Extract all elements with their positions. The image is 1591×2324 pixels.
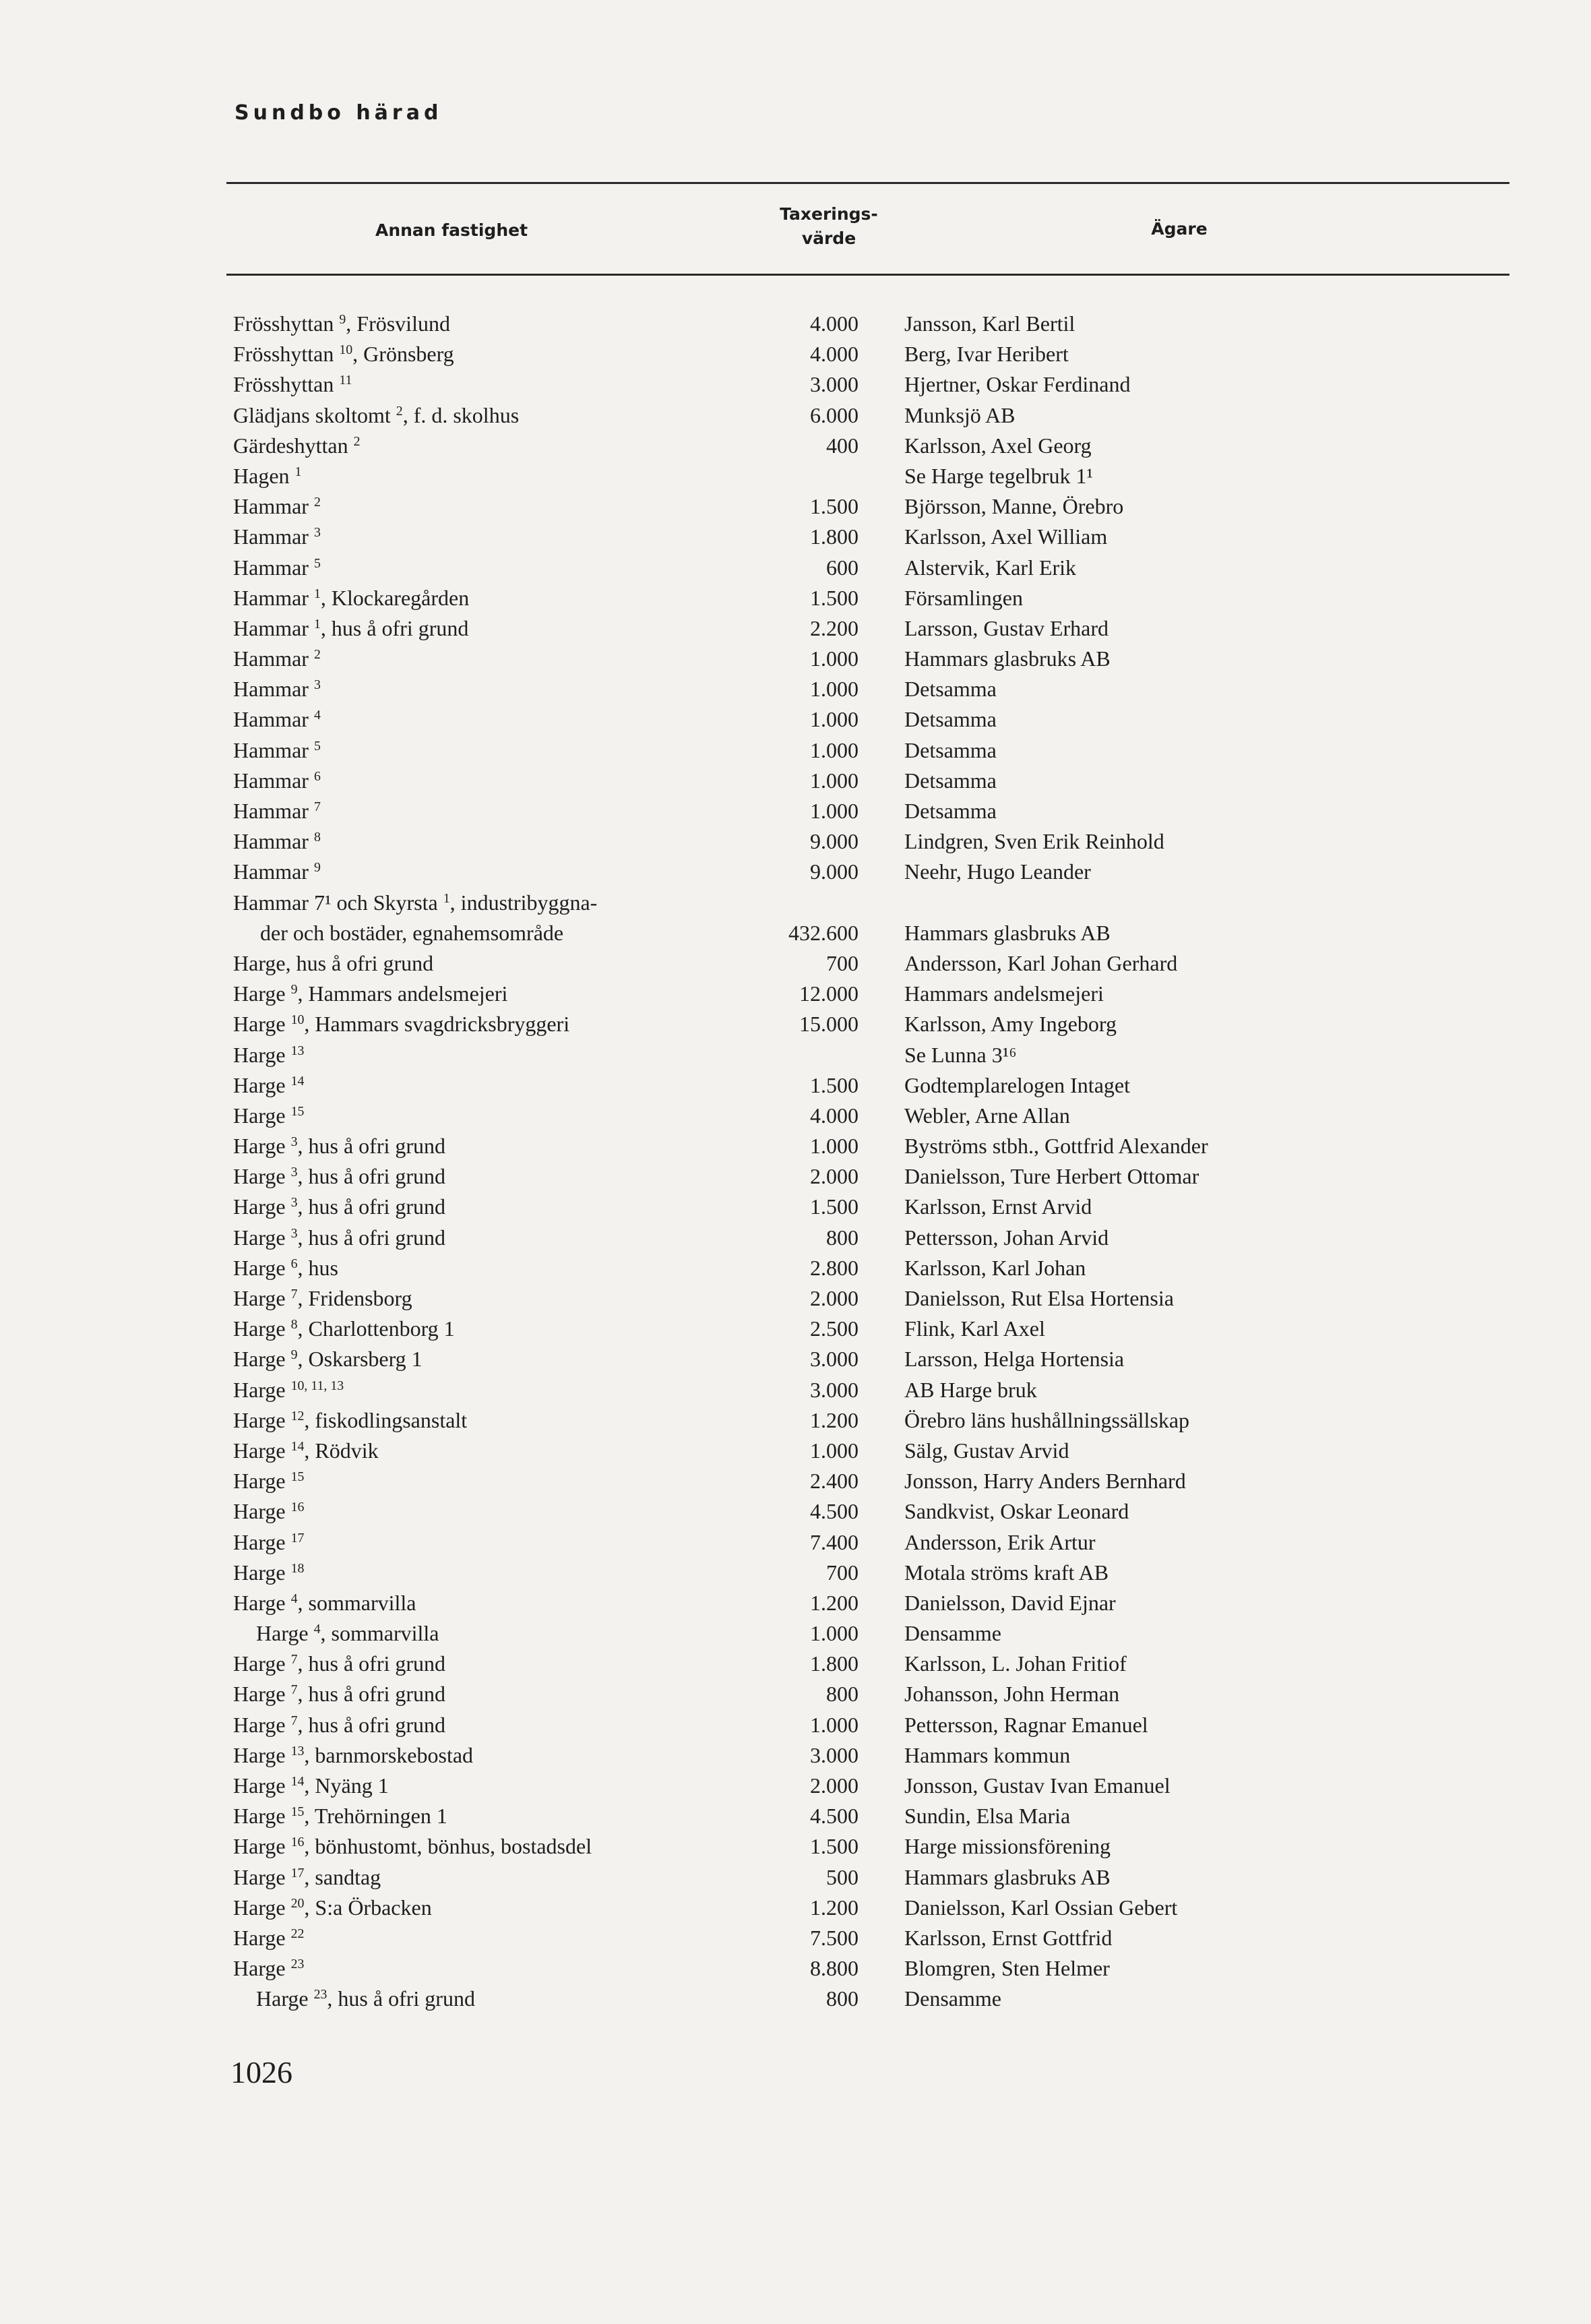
owner-cell: Motala ströms kraft AB xyxy=(904,1560,1109,1585)
owner-cell: Danielsson, Karl Ossian Gebert xyxy=(904,1895,1178,1920)
value-cell: 1.500 xyxy=(810,1834,859,1859)
table-row xyxy=(0,1984,1591,2014)
table-row xyxy=(0,1771,1591,1801)
value-cell: 7.400 xyxy=(810,1529,859,1554)
property-cell: Hammar $^7$ xyxy=(233,799,321,823)
owner-cell: Hjertner, Oskar Ferdinand xyxy=(904,372,1131,397)
property-cell: Harge $^{23}$ xyxy=(233,1956,305,1981)
value-cell: 7.500 xyxy=(810,1925,859,1950)
table-row xyxy=(0,796,1591,826)
property-cell: Frösshyttan $^{11}$ xyxy=(233,372,352,397)
property-cell: Hammar $^5$ xyxy=(233,737,321,762)
value-cell: 800 xyxy=(826,1682,859,1707)
property-cell: Hammar $^4$ xyxy=(233,707,321,732)
table-row xyxy=(0,857,1591,887)
table-row xyxy=(0,674,1591,704)
value-cell: 6.000 xyxy=(810,402,859,427)
owner-cell: AB Harge bruk xyxy=(904,1377,1037,1402)
value-cell: 1.000 xyxy=(810,737,859,762)
table-row xyxy=(0,1405,1591,1436)
value-cell: 800 xyxy=(826,1225,859,1250)
owner-cell: Detsamma xyxy=(904,799,997,823)
table-row xyxy=(0,1740,1591,1771)
property-cell: Harge $^{18}$ xyxy=(233,1560,305,1585)
value-cell: 1.000 xyxy=(810,799,859,823)
owner-cell: Sälg, Gustav Arvid xyxy=(904,1438,1069,1463)
property-cell: Glädjans skoltomt $^2$, f. d. skolhus xyxy=(233,402,520,427)
owner-cell: Karlsson, Ernst Gottfrid xyxy=(904,1925,1113,1950)
value-cell: 9.000 xyxy=(810,829,859,854)
property-cell: Harge $^7$, hus å ofri grund xyxy=(233,1651,446,1676)
table-row xyxy=(0,1558,1591,1588)
property-cell: Hammar $^1$, hus å ofri grund xyxy=(233,615,469,640)
value-cell: 1.200 xyxy=(810,1895,859,1920)
property-cell: Harge $^7$, hus å ofri grund xyxy=(233,1682,446,1707)
value-cell: 1.500 xyxy=(810,1194,859,1219)
property-cell: Harge $^{15}$ xyxy=(233,1469,305,1494)
property-cell: Harge $^3$, hus å ofri grund xyxy=(233,1225,446,1250)
column-header-value xyxy=(761,202,896,251)
property-cell: Hammar $^3$ xyxy=(233,524,321,549)
table-row xyxy=(0,826,1591,857)
property-cell: Harge $^{10, 11, 13}$ xyxy=(233,1377,344,1402)
owner-cell: Hammars glasbruks AB xyxy=(904,1864,1111,1889)
owner-cell: Densamme xyxy=(904,1621,1001,1646)
property-cell: Harge $^4$, sommarvilla xyxy=(256,1621,439,1646)
owner-cell: Pettersson, Johan Arvid xyxy=(904,1225,1109,1250)
table-row xyxy=(0,1831,1591,1862)
table-row xyxy=(0,461,1591,491)
value-cell: 1.500 xyxy=(810,494,859,519)
owner-cell: Detsamma xyxy=(904,768,997,793)
table-row xyxy=(0,553,1591,583)
value-cell: 700 xyxy=(826,950,859,975)
owner-cell: Jonsson, Gustav Ivan Emanuel xyxy=(904,1773,1171,1798)
property-cell: Harge $^3$, hus å ofri grund xyxy=(233,1194,446,1219)
table-row xyxy=(0,1466,1591,1496)
value-cell: 400 xyxy=(826,433,859,458)
table-row xyxy=(0,613,1591,644)
owner-cell: Berg, Ivar Heribert xyxy=(904,342,1069,367)
table-row xyxy=(0,431,1591,461)
owner-cell: Karlsson, L. Johan Fritiof xyxy=(904,1651,1127,1676)
owner-cell: Jansson, Karl Bertil xyxy=(904,311,1075,336)
value-cell: 2.500 xyxy=(810,1316,859,1341)
property-table xyxy=(0,309,1591,2015)
value-cell: 1.000 xyxy=(810,677,859,702)
table-row xyxy=(0,1496,1591,1527)
value-cell: 1.000 xyxy=(810,646,859,671)
value-cell: 2.200 xyxy=(810,615,859,640)
table-row xyxy=(0,1893,1591,1923)
owner-cell: Hammars andelsmejeri xyxy=(904,981,1104,1006)
value-cell: 1.200 xyxy=(810,1407,859,1432)
table-row xyxy=(0,339,1591,369)
property-cell: Hammar $^2$ xyxy=(233,646,321,671)
value-cell: 2.000 xyxy=(810,1164,859,1189)
owner-cell: Karlsson, Amy Ingeborg xyxy=(904,1012,1117,1037)
property-cell: Gärdeshyttan $^2$ xyxy=(233,433,361,458)
owner-cell: Sandkvist, Oskar Leonard xyxy=(904,1499,1129,1524)
property-cell: Harge $^7$, Fridensborg xyxy=(233,1286,412,1311)
value-cell: 8.800 xyxy=(810,1956,859,1981)
property-cell: Hammar $^2$ xyxy=(233,494,321,519)
value-cell: 2.000 xyxy=(810,1286,859,1311)
owner-cell: Lindgren, Sven Erik Reinhold xyxy=(904,829,1164,854)
table-row xyxy=(0,522,1591,552)
property-cell: Harge $^8$, Charlottenborg 1 xyxy=(233,1316,455,1341)
value-cell: 1.000 xyxy=(810,1134,859,1159)
property-cell: Harge $^{14}$, Rödvik xyxy=(233,1438,379,1463)
table-row xyxy=(0,1253,1591,1283)
table-row xyxy=(0,1131,1591,1161)
table-row xyxy=(0,1161,1591,1192)
table-row xyxy=(0,644,1591,674)
table-row xyxy=(0,1375,1591,1405)
value-cell: 4.500 xyxy=(810,1499,859,1524)
table-row xyxy=(0,309,1591,339)
value-cell: 432.600 xyxy=(788,920,859,945)
table-row xyxy=(0,888,1591,948)
table-row xyxy=(0,1679,1591,1709)
property-cell: Harge $^{12}$, fiskodlingsanstalt xyxy=(233,1407,468,1432)
owner-cell: Se Lunna 3¹⁶ xyxy=(904,1042,1017,1067)
property-cell: Harge $^{17}$, sandtag xyxy=(233,1864,381,1889)
owner-cell: Detsamma xyxy=(904,737,997,762)
table-row xyxy=(0,735,1591,766)
property-cell: Harge $^3$, hus å ofri grund xyxy=(233,1164,446,1189)
value-cell: 500 xyxy=(826,1864,859,1889)
property-cell: Harge $^{13}$, barnmorskebostad xyxy=(233,1742,474,1767)
value-cell: 1.500 xyxy=(810,1072,859,1097)
header-rule xyxy=(226,274,1509,276)
value-cell: 1.200 xyxy=(810,1590,859,1615)
value-cell: 9.000 xyxy=(810,859,859,884)
property-cell: Hammar $^8$ xyxy=(233,829,321,854)
value-cell: 1.800 xyxy=(810,1651,859,1676)
value-cell: 4.000 xyxy=(810,342,859,367)
table-row xyxy=(0,1801,1591,1831)
value-cell: 3.000 xyxy=(810,1377,859,1402)
property-cell: Harge $^{20}$, S:a Örbacken xyxy=(233,1895,432,1920)
owner-cell: Larsson, Gustav Erhard xyxy=(904,615,1109,640)
value-cell: 800 xyxy=(826,1986,859,2011)
property-cell: Harge $^{15}$, Trehörningen 1 xyxy=(233,1804,447,1829)
table-row xyxy=(0,766,1591,796)
value-cell: 1.000 xyxy=(810,707,859,732)
table-row xyxy=(0,1527,1591,1558)
owner-cell: Danielsson, David Ejnar xyxy=(904,1590,1116,1615)
table-row xyxy=(0,1923,1591,1953)
property-cell: Harge $^{14}$ xyxy=(233,1072,305,1097)
owner-cell: Danielsson, Rut Elsa Hortensia xyxy=(904,1286,1174,1311)
owner-cell: Godtemplarelogen Intaget xyxy=(904,1072,1130,1097)
table-row xyxy=(0,583,1591,613)
property-cell-continuation: der och bostäder, egnahemsområde xyxy=(260,920,564,945)
column-header-value-line1: Taxerings- xyxy=(780,204,878,224)
owner-cell: Blomgren, Sten Helmer xyxy=(904,1956,1110,1981)
table-row xyxy=(0,1314,1591,1344)
value-cell: 1.000 xyxy=(810,1621,859,1646)
property-cell: Harge $^9$, Hammars andelsmejeri xyxy=(233,981,508,1006)
owner-cell: Neehr, Hugo Leander xyxy=(904,859,1091,884)
property-cell: Harge $^7$, hus å ofri grund xyxy=(233,1712,446,1737)
value-cell: 1.000 xyxy=(810,768,859,793)
value-cell: 600 xyxy=(826,555,859,580)
value-cell: 4.000 xyxy=(810,1103,859,1128)
property-cell: Harge $^{15}$ xyxy=(233,1103,305,1128)
owner-cell: Andersson, Erik Artur xyxy=(904,1529,1096,1554)
value-cell: 12.000 xyxy=(799,981,859,1006)
value-cell: 1.500 xyxy=(810,585,859,610)
column-header-value-line2: värde xyxy=(801,228,856,248)
property-cell: Harge $^3$, hus å ofri grund xyxy=(233,1134,446,1159)
owner-cell: Danielsson, Ture Herbert Ottomar xyxy=(904,1164,1199,1189)
table-row xyxy=(0,1618,1591,1649)
owner-cell: Munksjö AB xyxy=(904,402,1016,427)
owner-cell: Karlsson, Axel Georg xyxy=(904,433,1092,458)
table-row xyxy=(0,704,1591,735)
property-cell: Harge $^{16}$, bönhustomt, bönhus, bostadsdel xyxy=(233,1834,592,1859)
owner-cell: Sundin, Elsa Maria xyxy=(904,1804,1071,1829)
property-cell: Harge $^{16}$ xyxy=(233,1499,305,1524)
owner-cell: Karlsson, Karl Johan xyxy=(904,1255,1086,1280)
owner-cell: Byströms stbh., Gottfrid Alexander xyxy=(904,1134,1208,1159)
owner-cell: Hammars kommun xyxy=(904,1742,1071,1767)
top-rule xyxy=(226,182,1509,184)
value-cell: 1.000 xyxy=(810,1438,859,1463)
value-cell: 15.000 xyxy=(799,1012,859,1037)
owner-cell: Hammars glasbruks AB xyxy=(904,920,1111,945)
value-cell: 4.000 xyxy=(810,311,859,336)
property-cell: Harge $^{14}$, Nyäng 1 xyxy=(233,1773,389,1798)
table-row xyxy=(0,1710,1591,1740)
value-cell: 2.400 xyxy=(810,1469,859,1494)
table-row xyxy=(0,1436,1591,1466)
owner-cell: Karlsson, Ernst Arvid xyxy=(904,1194,1092,1219)
column-header-owner: Ägare xyxy=(1151,219,1208,239)
owner-cell: Alstervik, Karl Erik xyxy=(904,555,1077,580)
owner-cell: Församlingen xyxy=(904,585,1023,610)
owner-cell: Flink, Karl Axel xyxy=(904,1316,1045,1341)
owner-cell: Detsamma xyxy=(904,677,997,702)
value-cell: 2.800 xyxy=(810,1255,859,1280)
table-row xyxy=(0,1040,1591,1070)
table-row xyxy=(0,1862,1591,1893)
property-cell: Hammar $^9$ xyxy=(233,859,321,884)
property-cell: Hammar $^6$ xyxy=(233,768,321,793)
table-row xyxy=(0,1649,1591,1679)
owner-cell: Jonsson, Harry Anders Bernhard xyxy=(904,1469,1186,1494)
property-cell: Harge, hus å ofri grund xyxy=(233,950,434,975)
owner-cell: Pettersson, Ragnar Emanuel xyxy=(904,1712,1148,1737)
column-header-property: Annan fastighet xyxy=(375,220,528,240)
value-cell: 3.000 xyxy=(810,1742,859,1767)
property-cell: Hagen $^1$ xyxy=(233,463,302,488)
table-row xyxy=(0,491,1591,522)
owner-cell: Karlsson, Axel William xyxy=(904,524,1108,549)
owner-cell: Johansson, John Herman xyxy=(904,1682,1120,1707)
page-number: 1026 xyxy=(230,2055,292,2089)
owner-cell: Björsson, Manne, Örebro xyxy=(904,494,1124,519)
value-cell: 3.000 xyxy=(810,1347,859,1372)
owner-cell: Webler, Arne Allan xyxy=(904,1103,1070,1128)
table-row xyxy=(0,400,1591,431)
property-cell: Harge $^{10}$, Hammars svagdricksbryggeri xyxy=(233,1012,570,1037)
table-row xyxy=(0,979,1591,1009)
owner-cell: Densamme xyxy=(904,1986,1001,2011)
table-row xyxy=(0,1223,1591,1253)
table-row xyxy=(0,1344,1591,1374)
property-cell: Harge $^6$, hus xyxy=(233,1255,338,1280)
table-row xyxy=(0,1192,1591,1222)
running-head: Sundbo härad xyxy=(235,101,443,125)
value-cell: 1.800 xyxy=(810,524,859,549)
property-cell: Harge $^{13}$ xyxy=(233,1042,305,1067)
table-row xyxy=(0,1009,1591,1039)
property-cell: Harge $^{23}$, hus å ofri grund xyxy=(256,1986,475,2011)
owner-cell: Örebro läns hushållningssällskap xyxy=(904,1407,1190,1432)
owner-cell: Hammars glasbruks AB xyxy=(904,646,1111,671)
owner-cell: Harge missionsförening xyxy=(904,1834,1111,1859)
table-row xyxy=(0,1070,1591,1101)
table-row xyxy=(0,1953,1591,1984)
property-cell: Harge $^{17}$ xyxy=(233,1529,305,1554)
property-cell: Frösshyttan $^9$, Frösvilund xyxy=(233,311,450,336)
owner-cell: Larsson, Helga Hortensia xyxy=(904,1347,1125,1372)
value-cell: 1.000 xyxy=(810,1712,859,1737)
value-cell: 2.000 xyxy=(810,1773,859,1798)
owner-cell: Andersson, Karl Johan Gerhard xyxy=(904,950,1178,975)
property-cell: Harge $^4$, sommarvilla xyxy=(233,1590,416,1615)
table-row xyxy=(0,1588,1591,1618)
value-cell: 3.000 xyxy=(810,372,859,397)
owner-cell: Detsamma xyxy=(904,707,997,732)
property-cell: Harge $^9$, Oskarsberg 1 xyxy=(233,1347,423,1372)
property-cell: Hammar 7¹ och Skyrsta $^1$, industribyggna- xyxy=(233,890,598,915)
value-cell: 700 xyxy=(826,1560,859,1585)
property-cell: Hammar $^5$ xyxy=(233,555,321,580)
table-row xyxy=(0,1101,1591,1131)
table-row xyxy=(0,1283,1591,1314)
table-row xyxy=(0,948,1591,979)
property-cell: Hammar $^1$, Klockaregården xyxy=(233,585,470,610)
table-row xyxy=(0,369,1591,400)
owner-cell: Se Harge tegelbruk 1¹ xyxy=(904,463,1094,488)
property-cell: Harge $^{22}$ xyxy=(233,1925,305,1950)
value-cell: 4.500 xyxy=(810,1804,859,1829)
property-cell: Hammar $^3$ xyxy=(233,677,321,702)
property-cell: Frösshyttan $^{10}$, Grönsberg xyxy=(233,342,454,367)
